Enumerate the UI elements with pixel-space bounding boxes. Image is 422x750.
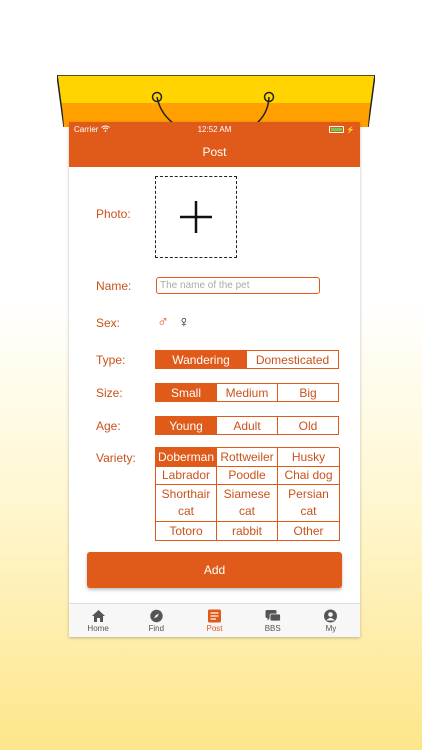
variety-option-chai-dog[interactable]: Chai dog (278, 467, 340, 485)
tab-bar (69, 603, 360, 637)
status-time: 12:52 AM (197, 125, 232, 134)
carrier-label: Carrier (74, 125, 99, 134)
tab-post[interactable] (185, 604, 243, 637)
charging-icon: ⚡ (346, 126, 355, 134)
variety-option-siamese-cat[interactable]: Siamese cat (217, 485, 278, 522)
size-option-big[interactable]: Big (278, 384, 338, 401)
status-bar (69, 122, 360, 137)
size-option-small[interactable]: Small (156, 384, 217, 401)
variety-option-labrador[interactable]: Labrador (156, 467, 217, 485)
age-option-young[interactable]: Young (156, 417, 217, 434)
compass-icon (149, 609, 164, 623)
variety-option-doberman[interactable]: Doberman (156, 448, 217, 467)
page-title: Post (202, 145, 227, 159)
age-option-old[interactable]: Old (278, 417, 338, 434)
nav-bar (69, 137, 360, 167)
add-photo-button[interactable] (155, 176, 237, 258)
tab-bbs[interactable] (244, 604, 302, 637)
age-label: Age: (96, 419, 121, 433)
type-option-domesticated[interactable]: Domesticated (247, 351, 338, 368)
female-icon[interactable]: ♀ (178, 314, 190, 331)
chat-bubbles-icon (265, 609, 281, 623)
post-form (69, 167, 360, 603)
variety-label: Variety: (96, 451, 136, 465)
tab-label: BBS (264, 623, 281, 633)
size-selector (155, 383, 339, 402)
phone-screen (69, 122, 360, 637)
tab-home[interactable] (69, 604, 127, 637)
variety-option-rottweiler[interactable]: Rottweiler (217, 448, 278, 467)
age-selector (155, 416, 339, 435)
name-label: Name: (96, 279, 132, 293)
variety-option-persian-cat[interactable]: Persian cat (278, 485, 340, 522)
tab-find[interactable] (127, 604, 185, 637)
age-option-adult[interactable]: Adult (217, 417, 278, 434)
name-input[interactable] (156, 277, 320, 294)
bag-decoration (57, 75, 375, 127)
type-option-wandering[interactable]: Wandering (156, 351, 247, 368)
photo-label: Photo: (96, 207, 131, 221)
user-icon (323, 609, 338, 623)
post-icon (207, 609, 222, 623)
tab-label: Post (206, 623, 223, 633)
variety-option-poodle[interactable]: Poodle (217, 467, 278, 485)
sex-label: Sex: (96, 316, 121, 330)
male-icon[interactable]: ♂ (157, 314, 169, 331)
add-button[interactable]: Add (87, 552, 342, 588)
home-icon (91, 609, 106, 623)
variety-option-shorthair-cat[interactable]: Shorthair cat (156, 485, 217, 522)
type-selector (155, 350, 339, 369)
tab-label: My (325, 623, 337, 633)
variety-option-other[interactable]: Other (278, 522, 340, 541)
tab-my[interactable] (302, 604, 360, 637)
tab-label: Home (87, 623, 109, 633)
battery-icon (329, 126, 344, 133)
sex-selector (157, 314, 190, 332)
size-option-medium[interactable]: Medium (217, 384, 278, 401)
size-label: Size: (96, 386, 123, 400)
variety-option-husky[interactable]: Husky (278, 448, 340, 467)
variety-selector (155, 447, 339, 541)
tab-label: Find (148, 623, 165, 633)
variety-option-totoro[interactable]: Totoro (156, 522, 217, 541)
type-label: Type: (96, 353, 126, 367)
variety-option-rabbit[interactable]: rabbit (217, 522, 278, 541)
plus-icon (178, 199, 214, 235)
